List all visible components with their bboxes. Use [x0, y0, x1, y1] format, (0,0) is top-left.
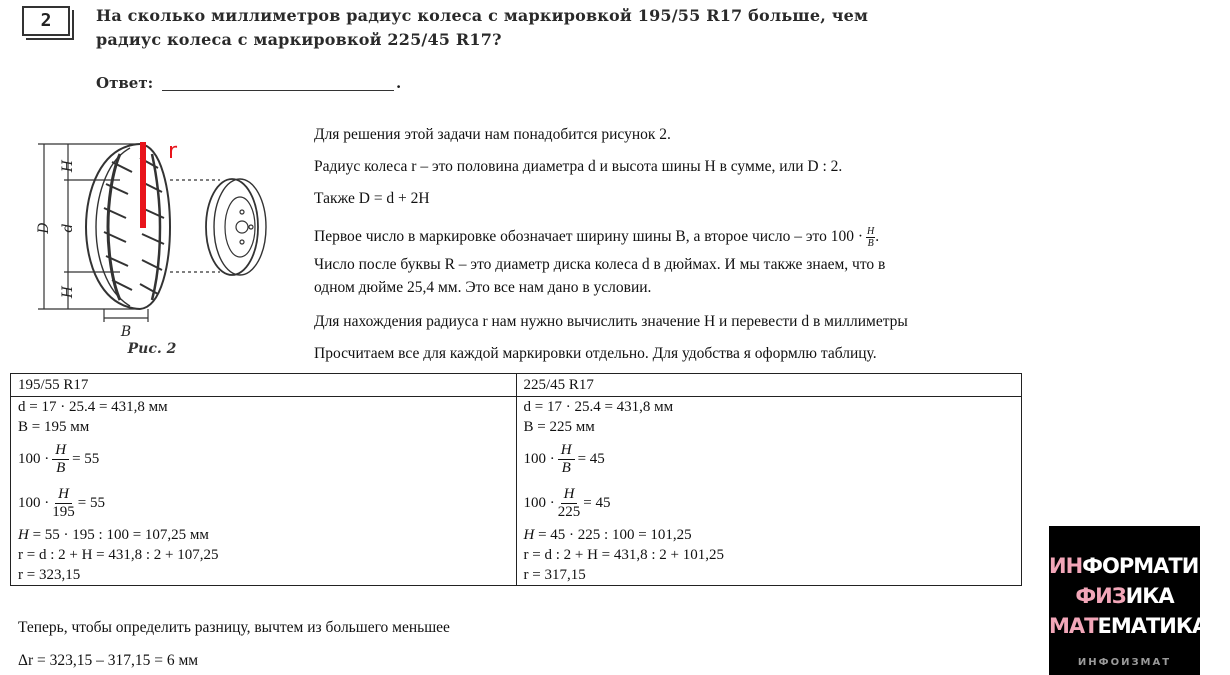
- conclusion-line1: Теперь, чтобы определить разницу, вычтем из большего меньшее: [18, 619, 450, 636]
- question-line-1: На сколько миллиметров радиус колеса с маркировкой 195/55 R17 больше, чем: [96, 6, 869, 25]
- formula-result: = 55: [72, 450, 100, 467]
- logo-brand: ИНФОИЗМАТ: [1077, 657, 1172, 668]
- explanation-p4: [314, 226, 879, 249]
- answer-label: Ответ:: [96, 74, 154, 92]
- formula-prefix: 100 ·: [18, 450, 50, 467]
- figure-caption: Рис. 2: [127, 341, 177, 357]
- column-header-195: 195/55 R17: [11, 374, 517, 397]
- h-calc: [18, 525, 516, 545]
- fraction-denominator: B: [867, 238, 874, 249]
- fraction-H-over-B: [866, 226, 875, 249]
- explanation-p6: Для нахождения радиуса r нам нужно вычислить значение H и перевести d в миллиметры: [314, 313, 908, 330]
- d-calc: d = 17 · 25.4 = 431,8 мм: [523, 399, 674, 415]
- label-D: D: [36, 222, 52, 234]
- explanation-p1: Для решения этой задачи нам понадобится рисунок 2.: [314, 126, 671, 143]
- b-value: B = 225 мм: [523, 419, 595, 435]
- table-row: [11, 397, 1022, 586]
- ratio-formula: [524, 437, 1022, 481]
- label-d: d: [60, 223, 76, 233]
- logo-accent: МАТ: [1049, 614, 1098, 638]
- fraction-denominator: 195: [52, 503, 75, 520]
- b-value: B = 195 мм: [18, 419, 90, 435]
- explanation-p2: Радиус колеса r – это половина диаметра d и высота шины H в сумме, или D : 2.: [314, 158, 843, 175]
- explanation-p3: Также D = d + 2H: [314, 190, 430, 207]
- rim-bolt: [240, 210, 244, 214]
- label-B: B: [120, 324, 132, 340]
- tire-outer-left: [86, 144, 140, 309]
- h-expression: = 45 · 225 : 100 = 101,25: [534, 527, 692, 543]
- formula-result: = 45: [583, 494, 611, 511]
- fraction-denominator: B: [561, 459, 571, 476]
- answer-blank-line: [162, 90, 394, 91]
- logo-text: ЕМАТИКА: [1097, 614, 1208, 638]
- fraction-numerator: H: [52, 442, 69, 460]
- tread-groove-right: [152, 154, 160, 300]
- fraction: [52, 486, 75, 521]
- fraction: [558, 486, 581, 521]
- formula-prefix: 100 ·: [523, 494, 555, 511]
- h-variable: H: [18, 527, 29, 543]
- task-number-box: 2: [22, 6, 70, 36]
- infizmat-logo: [1049, 526, 1230, 675]
- r-formula: r = d : 2 + H = 431,8 : 2 + 107,25: [18, 547, 219, 563]
- table-header-row: [11, 374, 1022, 397]
- h-variable: H: [523, 527, 535, 543]
- answer-end-dot: .: [396, 74, 402, 92]
- fraction-numerator: H: [867, 226, 875, 237]
- r-result: r = 317,15: [523, 567, 586, 583]
- logo-accent: ИН: [1049, 554, 1083, 578]
- formula-result: = 55: [77, 494, 105, 511]
- fraction: [52, 442, 69, 477]
- logo-word-fizika: [1049, 584, 1200, 608]
- r-result: r = 323,15: [18, 567, 81, 583]
- fraction-numerator: H: [55, 486, 72, 504]
- fraction-numerator: H: [558, 442, 575, 460]
- tire-diagram: [20, 132, 300, 362]
- explanation-p4-text: Первое число в маркировке обозначает ширину шины B, а второе число – это 100 ·: [314, 228, 864, 246]
- conclusion-result: Δr = 323,15 – 317,15 = 6 мм: [18, 652, 199, 669]
- logo-text: ФОРМАТИКА: [1082, 554, 1230, 578]
- rim-bolt: [240, 240, 244, 244]
- rim-disc: [225, 197, 255, 257]
- tread-groove: [108, 154, 120, 300]
- logo-text: ИКА: [1125, 584, 1174, 608]
- explanation-p5-line1: Число после буквы R – это диаметр диска колеса d в дюймах. И мы также знаем, что в: [314, 256, 886, 273]
- label-H-top: H: [60, 159, 76, 173]
- d-calc: d = 17 · 25.4 = 431,8 мм: [18, 399, 168, 415]
- r-formula: r = d : 2 + H = 431,8 : 2 + 101,25: [523, 547, 725, 563]
- h-expression: = 55 · 195 : 100 = 107,25 мм: [28, 527, 209, 543]
- column-header-225: 225/45 R17: [516, 374, 1022, 397]
- logo-word-matematika: [1049, 614, 1208, 638]
- cell-195-55: [11, 397, 517, 586]
- formula-prefix: 100 ·: [523, 450, 555, 467]
- rim-hub: [236, 221, 248, 233]
- h-calc: [524, 525, 1022, 545]
- label-H-bottom: H: [60, 285, 76, 299]
- logo-word-informatika: [1049, 554, 1230, 578]
- fraction-denominator: 225: [557, 503, 581, 520]
- formula-result: = 45: [577, 450, 605, 467]
- fraction-denominator: B: [56, 459, 66, 476]
- explanation-p5-line2: одном дюйме 25,4 мм. Это все нам дано в условии.: [314, 279, 652, 296]
- explanation-p7: Просчитаем все для каждой маркировки отдельно. Для удобства я оформлю таблицу.: [314, 345, 877, 362]
- ratio-substituted: [524, 481, 1022, 525]
- calculation-table: [10, 373, 1022, 586]
- label-r-red: r: [168, 139, 178, 164]
- fraction-numerator: H: [561, 486, 578, 504]
- radius-marker: [140, 142, 146, 228]
- fraction: [558, 442, 575, 477]
- explanation-p4-end: .: [875, 228, 880, 246]
- ratio-formula: [18, 437, 516, 481]
- cell-225-45: [516, 397, 1022, 586]
- ratio-substituted: [18, 481, 516, 525]
- logo-accent: ФИЗ: [1075, 584, 1126, 608]
- formula-prefix: 100 ·: [18, 494, 50, 511]
- rim-bolt: [249, 225, 253, 229]
- question-line-2: радиус колеса с маркировкой 225/45 R17?: [96, 30, 502, 49]
